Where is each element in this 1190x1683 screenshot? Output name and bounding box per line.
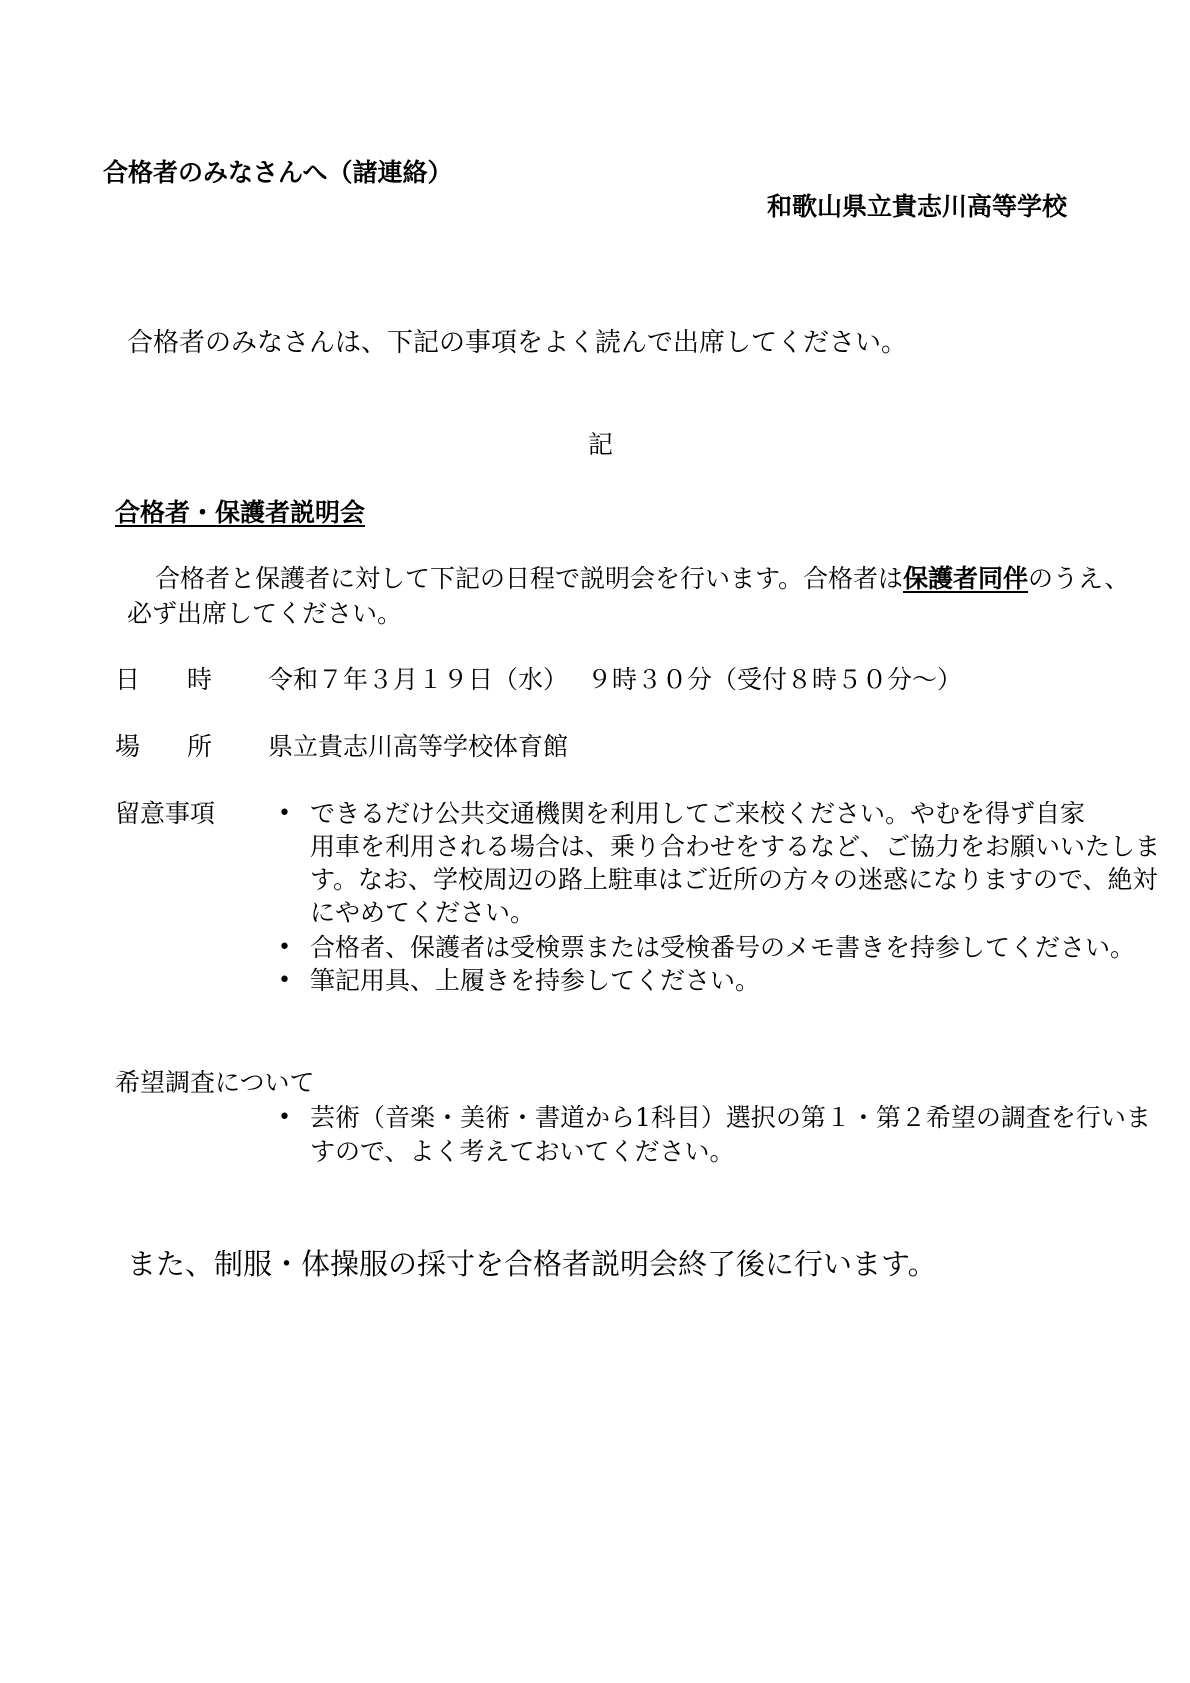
note-bullet-2: •: [278, 935, 291, 960]
school-name: 和歌山県立貴志川高等学校: [767, 192, 1068, 221]
briefing-text-line1: [155, 566, 1130, 591]
note-item1-line2: 用車を利用される場合は、乗り合わせをするなど、ご協力をお願いいたしま: [310, 832, 1161, 861]
briefing-heading: 合格者・保護者説明会: [115, 498, 366, 527]
note-item3: 筆記用具、上履きを持参してください。: [310, 966, 761, 995]
briefing-text-after: のうえ、: [1028, 564, 1130, 593]
datetime-date: 令和７年３月１９日（水）: [268, 665, 569, 694]
datetime-label-2: 時: [187, 665, 213, 694]
note-item2: 合格者、保護者は受検票または受検番号のメモ書きを持参してください。: [310, 933, 1136, 962]
survey-line2: すので、よく考えておいてください。: [310, 1137, 735, 1166]
ki-marker: 記: [588, 430, 614, 459]
briefing-text-line2: 必ず出席してください。: [127, 599, 403, 628]
place-label-2: 所: [187, 732, 213, 761]
note-bullet-3: •: [278, 968, 291, 993]
note-item1-line1: できるだけ公共交通機関を利用してご来校ください。やむを得ず自家: [310, 799, 1086, 828]
note-item1-line4: にやめてください。: [310, 898, 536, 927]
survey-bullet: •: [278, 1105, 291, 1130]
note-bullet-1: •: [278, 801, 291, 826]
document-title: 合格者のみなさんへ（諸連絡）: [103, 158, 453, 187]
place-label-1: 場: [115, 732, 141, 761]
datetime-time: ９時３０分（受付８時５０分～）: [587, 665, 963, 694]
intro-text: 合格者のみなさんは、下記の事項をよく読んで出席してください。: [127, 328, 908, 358]
place-value: 県立貴志川高等学校体育館: [268, 732, 569, 761]
briefing-emphasis: 保護者同伴: [903, 564, 1029, 593]
survey-line1: 芸術（音楽・美術・書道から1科目）選択の第１・第２希望の調査を行いま: [310, 1103, 1151, 1132]
briefing-text-before: 合格者と保護者に対して下記の日程で説明会を行います。合格者は: [155, 564, 904, 593]
datetime-label-1: 日: [115, 665, 141, 694]
closing-text: また、制服・体操服の採寸を合格者説明会終了後に行います。: [127, 1247, 937, 1281]
note-item1-line3: す。なお、学校周辺の路上駐車はご近所の方々の迷惑になりますので、絶対: [310, 865, 1158, 894]
notes-label: 留意事項: [115, 799, 216, 828]
survey-heading: 希望調査について: [115, 1068, 315, 1097]
